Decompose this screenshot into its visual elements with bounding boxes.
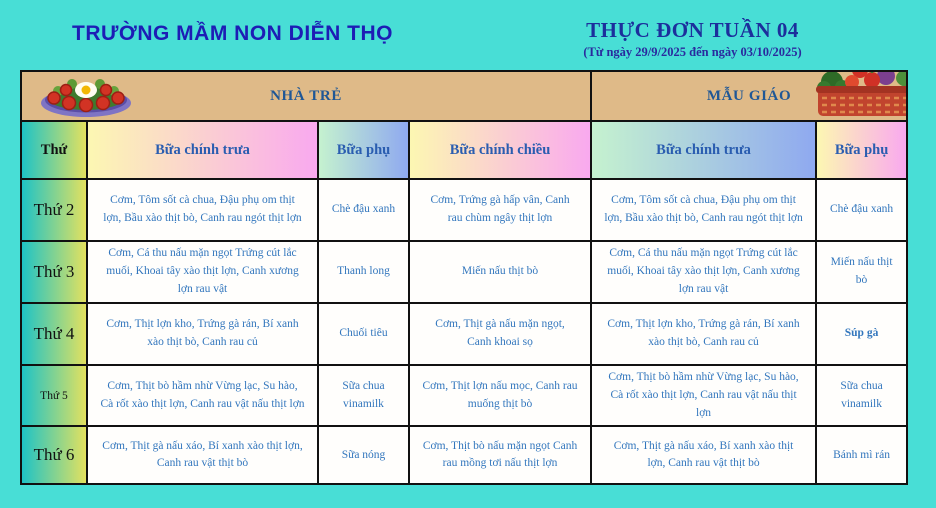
day-label: Thứ 5 bbox=[21, 365, 87, 426]
meal-cell: Cơm, Thịt lợn kho, Trứng gà rán, Bí xanh xào thịt bò, Canh rau củ bbox=[87, 303, 318, 365]
table-row bbox=[21, 426, 907, 484]
meal-cell: Sữa chua vinamilk bbox=[816, 365, 907, 426]
meal-cell: Cơm, Tôm sốt cà chua, Đậu phụ om thịt lợn, Bầu xào thịt bò, Canh rau ngót thịt lợn bbox=[591, 179, 816, 241]
day-label: Thứ 4 bbox=[21, 303, 87, 365]
menu-date-range: (Từ ngày 29/9/2025 đến ngày 03/10/2025) bbox=[583, 45, 802, 59]
group-header-mau-giao bbox=[591, 71, 907, 121]
meal-cell: Miến nấu thịt bò bbox=[409, 241, 591, 303]
day-label: Thứ 2 bbox=[21, 179, 87, 241]
meal-cell: Sữa nóng bbox=[318, 426, 409, 484]
menu-title-block bbox=[470, 18, 915, 60]
meal-cell: Cơm, Thịt bò hầm nhừ Vừng lạc, Su hào, Cà rốt xào thịt lợn, Canh rau vật nấu thịt lợn bbox=[591, 365, 816, 426]
meal-cell: Cơm, Tôm sốt cà chua, Đậu phụ om thịt lợn, Bầu xào thịt bò, Canh rau ngót thịt lợn bbox=[87, 179, 318, 241]
column-header-nt-lunch: Bữa chính trưa bbox=[87, 121, 318, 179]
day-label: Thứ 6 bbox=[21, 426, 87, 484]
meal-cell: Thanh long bbox=[318, 241, 409, 303]
column-header-nt-snack: Bữa phụ bbox=[318, 121, 409, 179]
table-row bbox=[21, 303, 907, 365]
meal-cell: Cơm, Cá thu nấu mặn ngọt Trứng cút lắc muối, Khoai tây xào thịt lợn, Canh xương lợn rau vật bbox=[591, 241, 816, 303]
day-label: Thứ 3 bbox=[21, 241, 87, 303]
school-title: TRƯỜNG MẦM NON DIỄN THỌ bbox=[72, 22, 393, 45]
meal-cell: Cơm, Thịt gà nấu xáo, Bí xanh xào thịt lợn, Canh rau vật thịt bò bbox=[87, 426, 318, 484]
vegetable-basket-icon bbox=[812, 71, 907, 120]
group-header-nha-tre bbox=[21, 71, 591, 121]
meal-cell: Chè đậu xanh bbox=[318, 179, 409, 241]
column-header-mg-snack: Bữa phụ bbox=[816, 121, 907, 179]
meal-cell: Chuối tiêu bbox=[318, 303, 409, 365]
meal-cell: Cơm, Thịt lợn kho, Trứng gà rán, Bí xanh xào thịt bò, Canh rau củ bbox=[591, 303, 816, 365]
meal-cell: Miến nấu thịt bò bbox=[816, 241, 907, 303]
group-header-mau-giao-label: MẪU GIÁO bbox=[706, 87, 792, 104]
meal-cell: Cơm, Thịt gà nấu xáo, Bí xanh xào thịt lợn, Canh rau vật thịt bò bbox=[591, 426, 816, 484]
meal-cell: Cơm, Trứng gà hấp vân, Canh rau chùm ngây thịt lợn bbox=[409, 179, 591, 241]
group-header-nha-tre-label: NHÀ TRẺ bbox=[270, 87, 342, 104]
meal-cell: Súp gà bbox=[816, 303, 907, 365]
menu-table bbox=[20, 70, 908, 485]
table-row bbox=[21, 241, 907, 303]
column-header-mg-lunch: Bữa chính trưa bbox=[591, 121, 816, 179]
meal-cell: Cơm, Thịt gà nấu mặn ngọt, Canh khoai sọ bbox=[409, 303, 591, 365]
meal-cell: Sữa chua vinamilk bbox=[318, 365, 409, 426]
column-header-nt-dinner: Bữa chính chiều bbox=[409, 121, 591, 179]
meal-cell: Cơm, Cá thu nấu mặn ngọt Trứng cút lắc muối, Khoai tây xào thịt lợn, Canh xương lợn rau vật bbox=[87, 241, 318, 303]
meal-cell: Cơm, Thịt bò nấu mặn ngọt Canh rau mồng tơi nấu thịt lợn bbox=[409, 426, 591, 484]
salad-plate-icon bbox=[36, 71, 136, 119]
meal-cell: Bánh mì rán bbox=[816, 426, 907, 484]
meal-cell: Cơm, Thịt lợn nấu mọc, Canh rau muống thịt bò bbox=[409, 365, 591, 426]
column-header-day: Thứ bbox=[21, 121, 87, 179]
meal-cell: Cơm, Thịt bò hầm nhừ Vừng lạc, Su hào, Cà rốt xào thịt lợn, Canh rau vật nấu thịt lợn bbox=[87, 365, 318, 426]
meal-cell: Chè đậu xanh bbox=[816, 179, 907, 241]
table-row bbox=[21, 179, 907, 241]
menu-title: THỰC ĐƠN TUẦN 04 bbox=[586, 18, 799, 42]
table-row bbox=[21, 365, 907, 426]
